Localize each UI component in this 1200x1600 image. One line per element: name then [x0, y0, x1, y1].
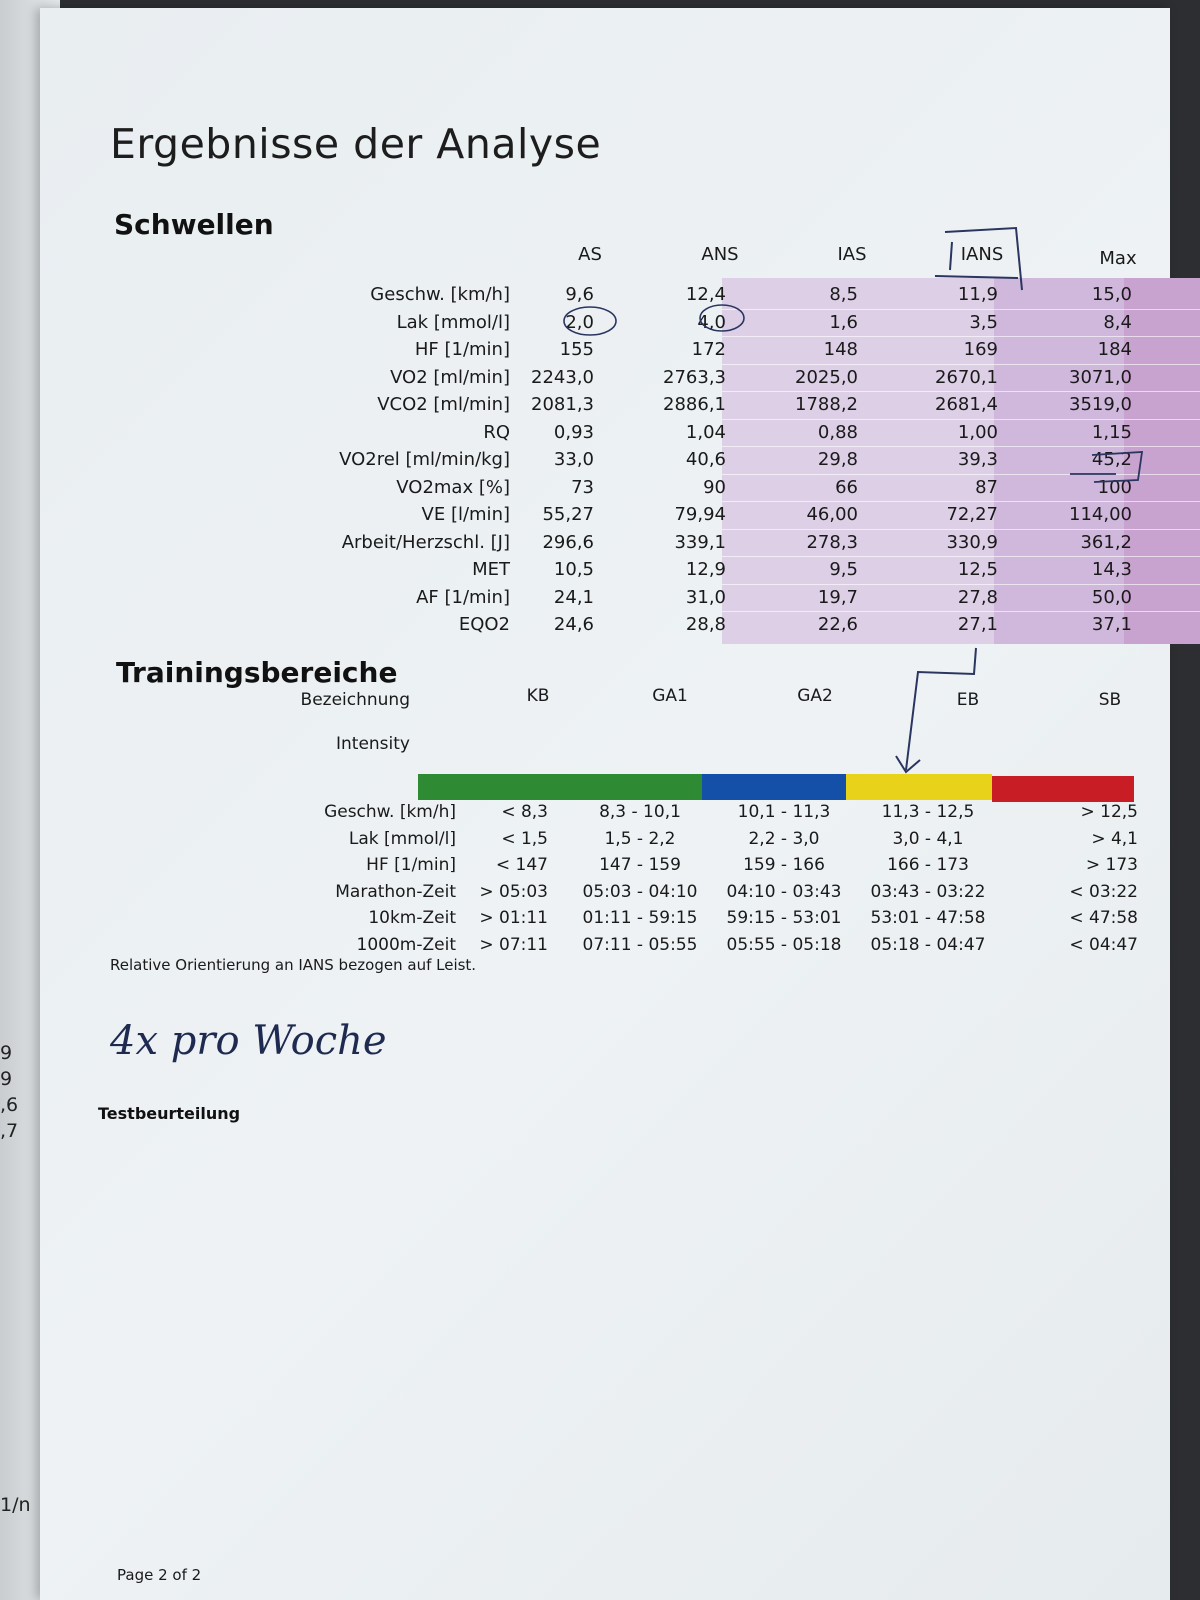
intensity-label: Intensity	[336, 734, 410, 754]
threshold-cell-as: 2243,0	[531, 366, 594, 388]
threshold-cell-ias: 2025,0	[795, 366, 858, 388]
threshold-cell-as: 296,6	[542, 531, 594, 553]
zone-cell-ga1: 8,3 - 10,1	[599, 802, 681, 822]
ians-bracket-mark	[935, 228, 1022, 290]
threshold-row-label: VO2 [ml/min]	[390, 366, 510, 388]
threshold-cell-max: 3071,0	[1069, 366, 1132, 388]
threshold-cell-max: 15,0	[1091, 284, 1132, 305]
threshold-cell-as: 2081,3	[531, 394, 594, 415]
threshold-cell-ias: 1788,2	[795, 394, 858, 415]
zone-cell-eb: 53:01 - 47:58	[870, 908, 986, 928]
threshold-cell-as: 55,27	[542, 504, 594, 525]
threshold-row-label: Lak [mmol/l]	[396, 311, 510, 333]
zone-cell-sb: > 4,1	[1091, 828, 1138, 849]
threshold-cell-max: 100	[1097, 476, 1132, 498]
threshold-cell-ians: 3,5	[969, 311, 998, 333]
zone-row-label: 1000m-Zeit	[356, 934, 456, 955]
zone-cell-eb: 166 - 173	[887, 855, 969, 875]
orientation-note: Relative Orientierung an IANS bezogen auf Leist.	[110, 956, 477, 974]
threshold-cell-ans: 339,1	[674, 531, 726, 553]
threshold-cell-ias: 29,8	[817, 449, 858, 470]
zone-cell-kb: < 1,5	[501, 828, 548, 849]
threshold-row-label: HF [1/min]	[414, 339, 510, 360]
page-footer: Page 2 of 2	[117, 1566, 202, 1584]
threshold-cell-ias: 9,5	[829, 559, 858, 580]
zone-cell-kb: < 147	[495, 855, 548, 875]
threshold-cell-ans: 40,6	[685, 449, 726, 470]
threshold-cell-ans: 2886,1	[663, 394, 726, 415]
zone-cell-sb: < 47:58	[1069, 908, 1138, 928]
threshold-cell-ans: 4,0	[697, 311, 726, 333]
zone-cell-ga2: 04:10 - 03:43	[726, 881, 842, 902]
zone-cell-eb: 05:18 - 04:47	[870, 934, 986, 955]
threshold-cell-max: 361,2	[1080, 531, 1132, 553]
threshold-row-label: EQO2	[458, 614, 510, 635]
threshold-cell-ans: 28,8	[685, 614, 726, 635]
threshold-cell-ias: 19,7	[817, 586, 858, 608]
threshold-cell-ias: 46,00	[806, 504, 858, 525]
zone-cell-sb: < 04:47	[1069, 934, 1138, 955]
zone-cell-ga2: 05:55 - 05:18	[726, 934, 842, 955]
underlying-text: 9	[0, 1042, 13, 1064]
threshold-cell-as: 0,93	[553, 421, 594, 443]
threshold-cell-max: 45,2	[1091, 449, 1132, 470]
threshold-row-label: VO2max [%]	[396, 476, 510, 498]
threshold-cell-ias: 1,6	[829, 311, 858, 333]
handwritten-note: 4x pro Woche	[110, 1018, 387, 1064]
threshold-cell-max: 8,4	[1103, 311, 1132, 333]
circle-mark-as-lactate	[564, 307, 616, 335]
threshold-cell-ans: 12,4	[685, 284, 726, 305]
threshold-cell-as: 73	[571, 476, 594, 498]
column-header-as: AS	[578, 244, 602, 265]
threshold-cell-ans: 79,94	[674, 504, 726, 525]
zone-cell-ga2: 2,2 - 3,0	[748, 828, 820, 849]
column-header-max: Max	[1099, 248, 1137, 269]
pen-annotations	[40, 8, 1170, 1600]
threshold-cell-ans: 1,04	[685, 421, 726, 443]
zone-cell-ga2: 10,1 - 11,3	[737, 802, 831, 822]
threshold-cell-as: 33,0	[553, 449, 594, 470]
schwellen-title: Schwellen	[114, 208, 274, 241]
threshold-cell-ias: 22,6	[817, 614, 858, 635]
threshold-cell-as: 24,1	[553, 586, 594, 608]
threshold-cell-ians: 1,00	[957, 421, 998, 443]
zone-cell-kb: < 8,3	[501, 802, 548, 822]
zone-cell-ga2: 159 - 166	[743, 855, 825, 875]
zone-header-sb: SB	[1098, 690, 1122, 710]
column-header-ans: ANS	[701, 244, 739, 265]
threshold-cell-as: 24,6	[553, 614, 594, 635]
circle-mark-ans-lactate	[700, 305, 744, 331]
column-header-ias: IAS	[837, 244, 867, 265]
threshold-cell-ians: 39,3	[957, 449, 998, 470]
threshold-cell-ias: 8,5	[829, 284, 858, 305]
threshold-cell-ans: 31,0	[685, 586, 726, 608]
threshold-cell-ans: 2763,3	[663, 366, 726, 388]
threshold-cell-max: 3519,0	[1069, 394, 1132, 415]
threshold-cell-as: 10,5	[553, 559, 594, 580]
threshold-cell-max: 14,3	[1091, 559, 1132, 580]
zone-cell-ga1: 07:11 - 05:55	[582, 934, 698, 955]
zone-cell-ga1: 01:11 - 59:15	[582, 908, 698, 928]
threshold-cell-ians: 169	[963, 339, 998, 360]
zone-cell-ga1: 147 - 159	[599, 855, 681, 875]
threshold-cell-ias: 148	[823, 339, 858, 360]
zone-row-label: Geschw. [km/h]	[324, 802, 456, 822]
threshold-row-label: VCO2 [ml/min]	[377, 394, 510, 415]
threshold-row-label: Geschw. [km/h]	[370, 284, 510, 305]
zone-cell-kb: > 05:03	[479, 881, 548, 902]
zone-header-kb: KB	[526, 686, 550, 706]
threshold-row-label: Arbeit/Herzschl. [J]	[341, 531, 510, 553]
page-title: Ergebnisse der Analyse	[110, 120, 602, 168]
threshold-cell-ans: 90	[703, 476, 726, 498]
zone-cell-sb: > 173	[1085, 855, 1138, 875]
zone-cell-sb: > 12,5	[1080, 802, 1138, 822]
zone-row-label: Marathon-Zeit	[335, 881, 456, 902]
threshold-cell-ians: 11,9	[957, 284, 998, 305]
zone-header-ga2: GA2	[797, 686, 833, 706]
threshold-cell-ians: 87	[975, 476, 998, 498]
zone-cell-ga1: 05:03 - 04:10	[582, 881, 698, 902]
threshold-cell-ians: 72,27	[946, 504, 998, 525]
threshold-cell-ians: 27,1	[957, 614, 998, 635]
zone-cell-eb: 11,3 - 12,5	[881, 802, 975, 822]
arrow-to-eb-mark	[896, 648, 976, 772]
zone-cell-kb: > 07:11	[479, 934, 548, 955]
threshold-cell-ans: 12,9	[685, 559, 726, 580]
underlying-text: ,7	[0, 1120, 19, 1142]
threshold-cell-as: 155	[559, 339, 594, 360]
threshold-cell-ians: 27,8	[957, 586, 998, 608]
threshold-row-label: VE [l/min]	[421, 504, 510, 525]
threshold-cell-max: 114,00	[1069, 504, 1132, 525]
document-page	[40, 8, 1170, 1600]
threshold-row-label: MET	[472, 559, 510, 580]
threshold-row-label: AF [1/min]	[416, 586, 510, 608]
bezeichnung-label: Bezeichnung	[300, 690, 410, 710]
threshold-row-label: RQ	[483, 421, 510, 443]
threshold-cell-as: 2,0	[565, 311, 594, 333]
underlying-text: ,6	[0, 1094, 19, 1116]
zone-header-eb: EB	[956, 690, 980, 710]
threshold-cell-ians: 2681,4	[935, 394, 998, 415]
threshold-cell-ias: 278,3	[806, 531, 858, 553]
threshold-cell-ias: 0,88	[817, 421, 858, 443]
training-title: Trainingsbereiche	[116, 656, 398, 689]
threshold-cell-as: 9,6	[565, 284, 594, 305]
threshold-cell-max: 37,1	[1091, 614, 1132, 635]
zone-row-label: HF [1/min]	[366, 855, 456, 875]
threshold-row-label: VO2rel [ml/min/kg]	[339, 449, 510, 470]
underlying-text: 9	[0, 1068, 13, 1090]
testbeurteilung-label: Testbeurteilung	[98, 1104, 241, 1123]
threshold-cell-max: 50,0	[1091, 586, 1132, 608]
threshold-cell-max: 184	[1097, 339, 1132, 360]
zone-cell-ga2: 59:15 - 53:01	[726, 908, 842, 928]
threshold-cell-ias: 66	[835, 476, 858, 498]
threshold-cell-ians: 330,9	[946, 531, 998, 553]
threshold-cell-max: 1,15	[1091, 421, 1132, 443]
threshold-cell-ans: 172	[691, 339, 726, 360]
vo2rel-box-mark	[1070, 452, 1142, 482]
zone-row-label: 10km-Zeit	[368, 908, 456, 928]
zone-cell-eb: 3,0 - 4,1	[892, 828, 964, 849]
zone-cell-sb: < 03:22	[1069, 881, 1138, 902]
zone-row-label: Lak [mmol/l]	[348, 828, 456, 849]
zone-cell-eb: 03:43 - 03:22	[870, 881, 986, 902]
zone-cell-kb: > 01:11	[479, 908, 548, 928]
threshold-cell-ians: 2670,1	[935, 366, 998, 388]
zone-header-ga1: GA1	[652, 686, 688, 706]
zone-cell-ga1: 1,5 - 2,2	[604, 828, 676, 849]
column-header-ians: IANS	[960, 244, 1004, 265]
underlying-text: 1/n	[0, 1494, 31, 1516]
threshold-cell-ians: 12,5	[957, 559, 998, 580]
